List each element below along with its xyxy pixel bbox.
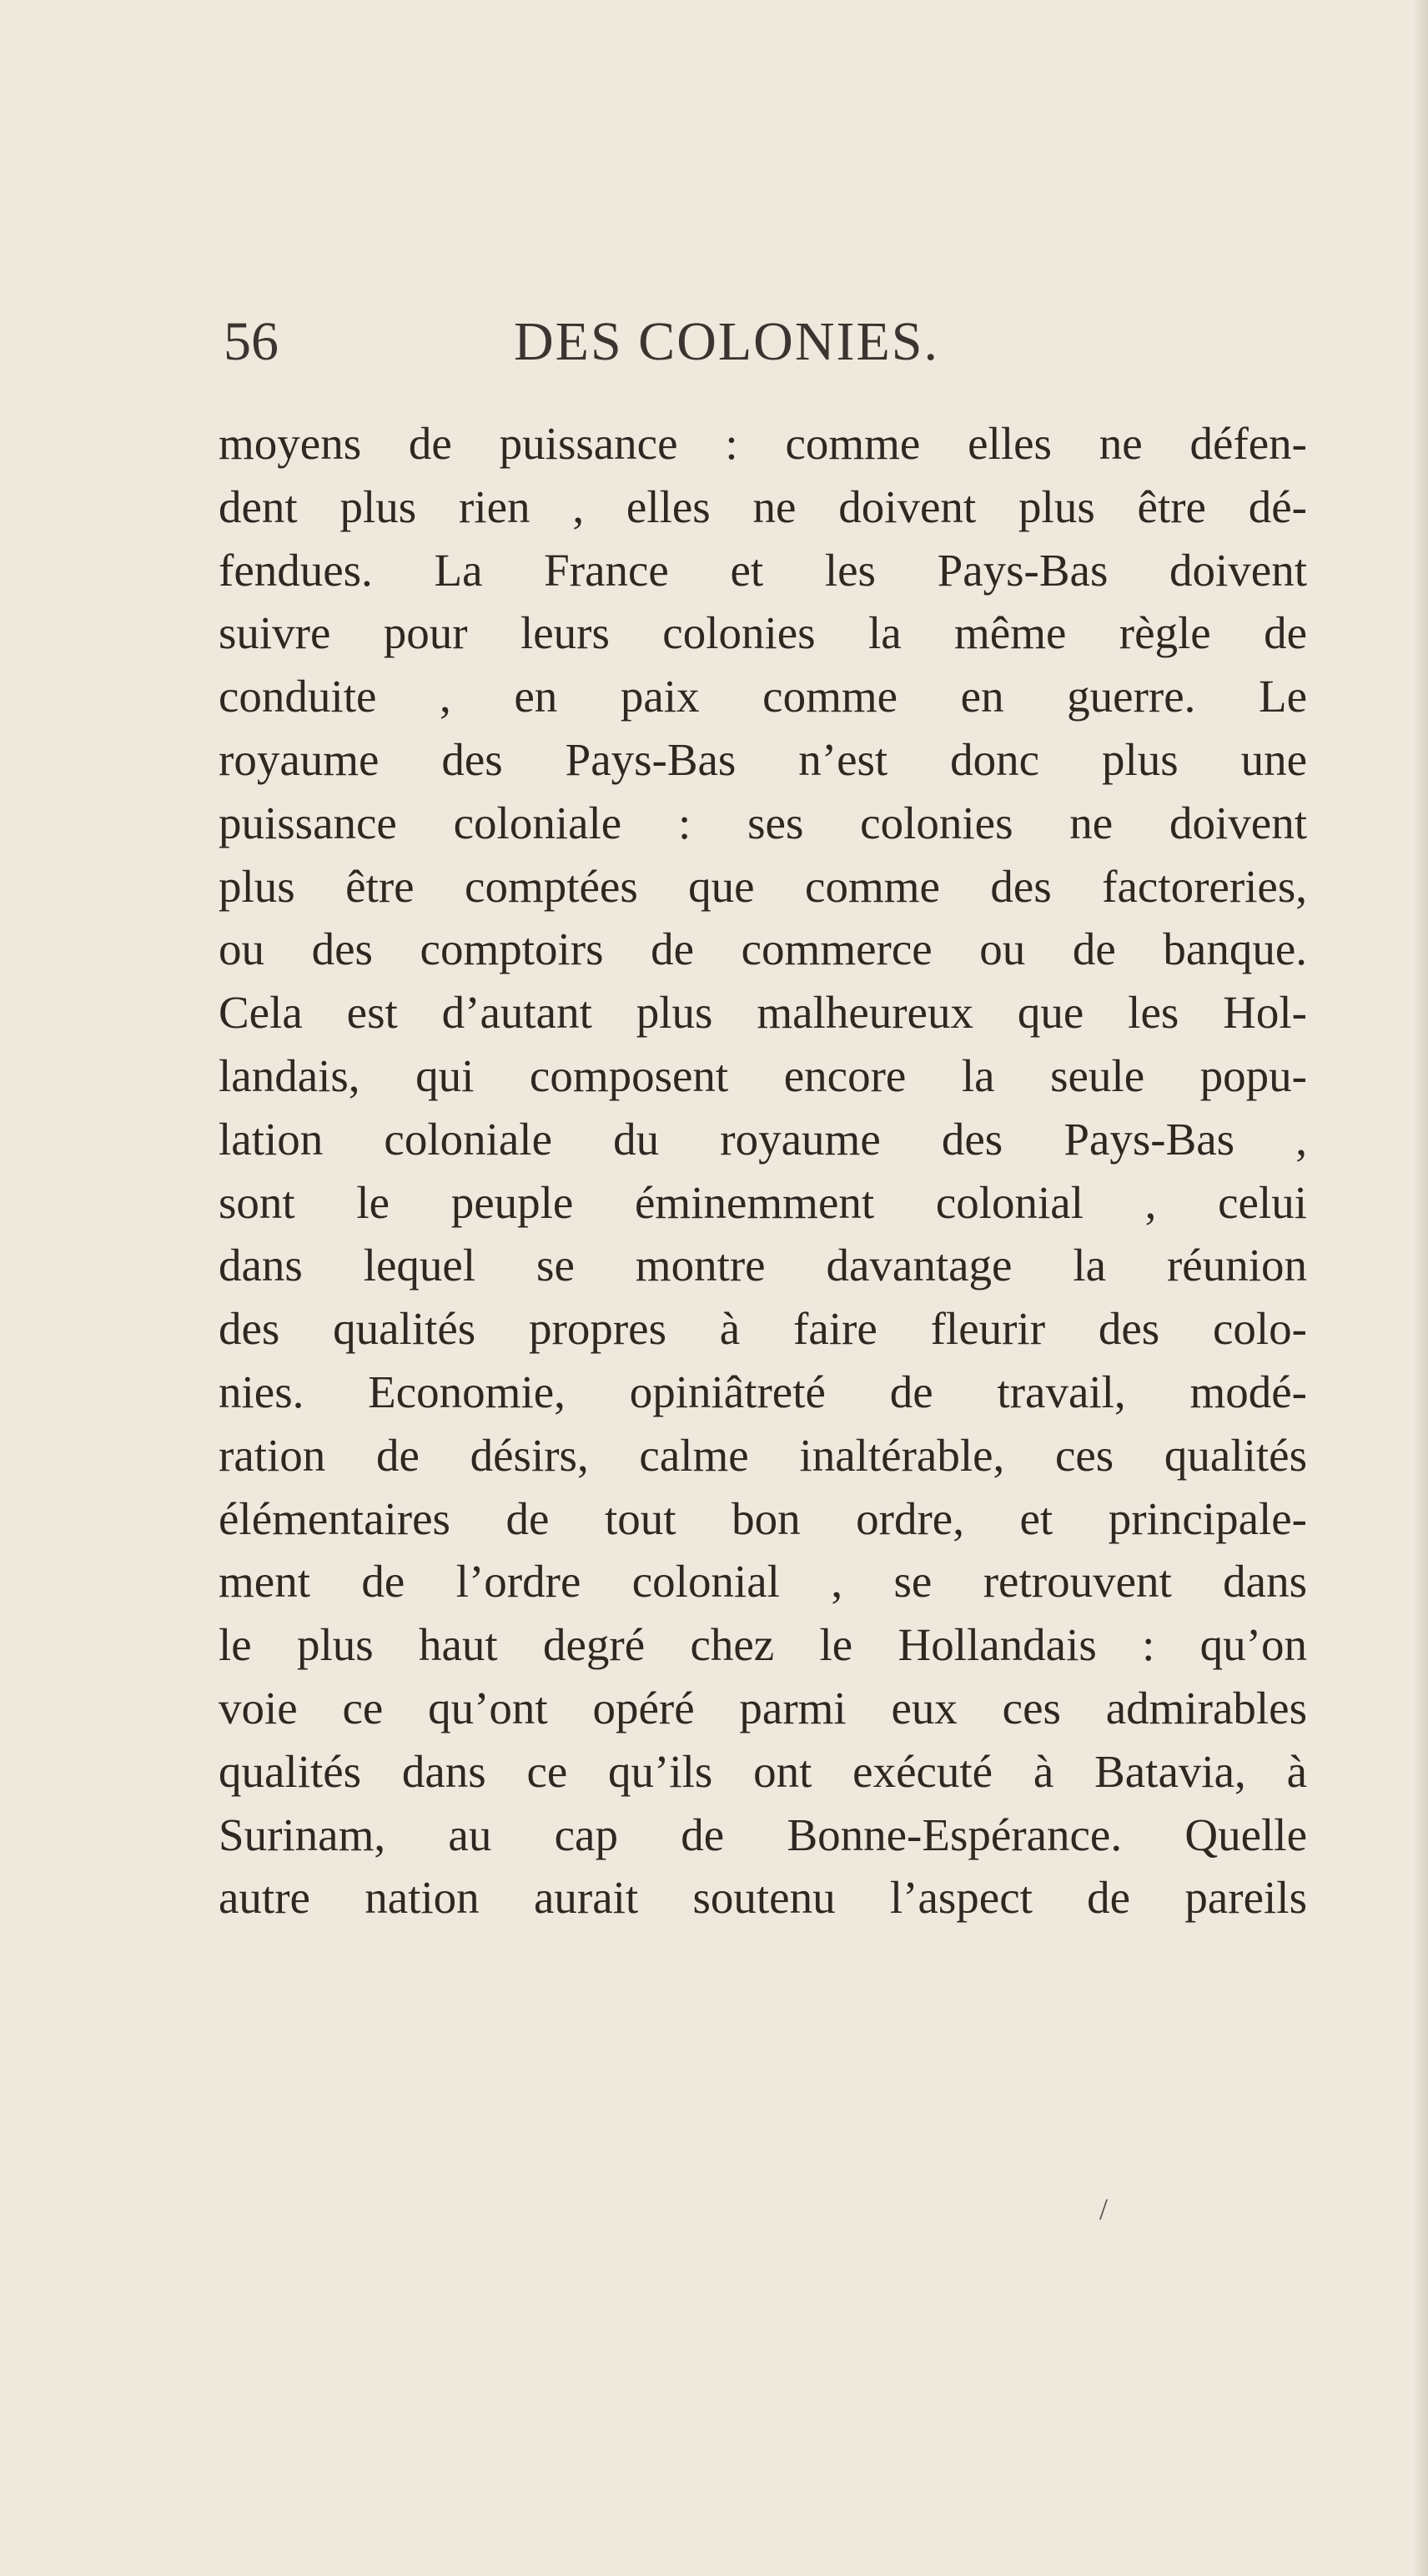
text-line: suivre pour leurs colonies la même règle de	[219, 607, 1307, 659]
text-line: voie ce qu’ont opéré parmi eux ces admirables	[219, 1682, 1307, 1733]
text-line: nies. Economie, opiniâtreté de travail, modé-	[219, 1366, 1307, 1417]
text-line: landais, qui composent encore la seule popu-	[219, 1049, 1307, 1101]
body-text	[219, 412, 1307, 1929]
text-line: lation coloniale du royaume des Pays-Bas ,	[219, 1113, 1307, 1165]
text-line: royaume des Pays-Bas n’est donc plus une	[219, 733, 1307, 785]
text-line: plus être comptées que comme des factoreries,	[219, 860, 1307, 912]
running-title: DES COLONIES.	[514, 311, 940, 372]
text-line: ration de désirs, calme inaltérable, ces qualités	[219, 1429, 1307, 1481]
text-line: Cela est d’autant plus malheureux que les Hol-	[219, 987, 1307, 1039]
text-line: qualités dans ce qu’ils ont exécuté à Batavia, à	[219, 1745, 1307, 1797]
text-line: conduite , en paix comme en guerre. Le	[219, 671, 1307, 722]
text-line: élémentaires de tout bon ordre, et principale-	[219, 1492, 1307, 1544]
page-header	[224, 309, 1008, 375]
page-edge	[1413, 0, 1428, 2576]
text-line: dans lequel se montre davantage la réunion	[219, 1240, 1307, 1291]
text-line: fendues. La France et les Pays-Bas doivent	[219, 544, 1307, 596]
text-line: des qualités propres à faire fleurir des colo-	[219, 1303, 1307, 1355]
text-line: dent plus rien , elles ne doivent plus être dé-	[219, 480, 1307, 532]
text-line: moyens de puissance : comme elles ne défen-	[219, 418, 1307, 469]
text-line: Surinam, au cap de Bonne-Espérance. Quelle	[219, 1809, 1307, 1860]
text-line: le plus haut degré chez le Hollandais : qu’on	[219, 1619, 1307, 1671]
text-line: ment de l’ordre colonial , se retrouvent dans	[219, 1556, 1307, 1607]
text-line: puissance coloniale : ses colonies ne doivent	[219, 797, 1307, 848]
text-line: sont le peuple éminemment colonial , celui	[219, 1176, 1307, 1228]
text-line: ou des comptoirs de commerce ou de banque.	[219, 923, 1307, 975]
page-number: 56	[224, 311, 279, 372]
footer-mark: /	[1099, 2192, 1109, 2226]
text-line: autre nation aurait soutenu l’aspect de pareils	[219, 1872, 1307, 1924]
